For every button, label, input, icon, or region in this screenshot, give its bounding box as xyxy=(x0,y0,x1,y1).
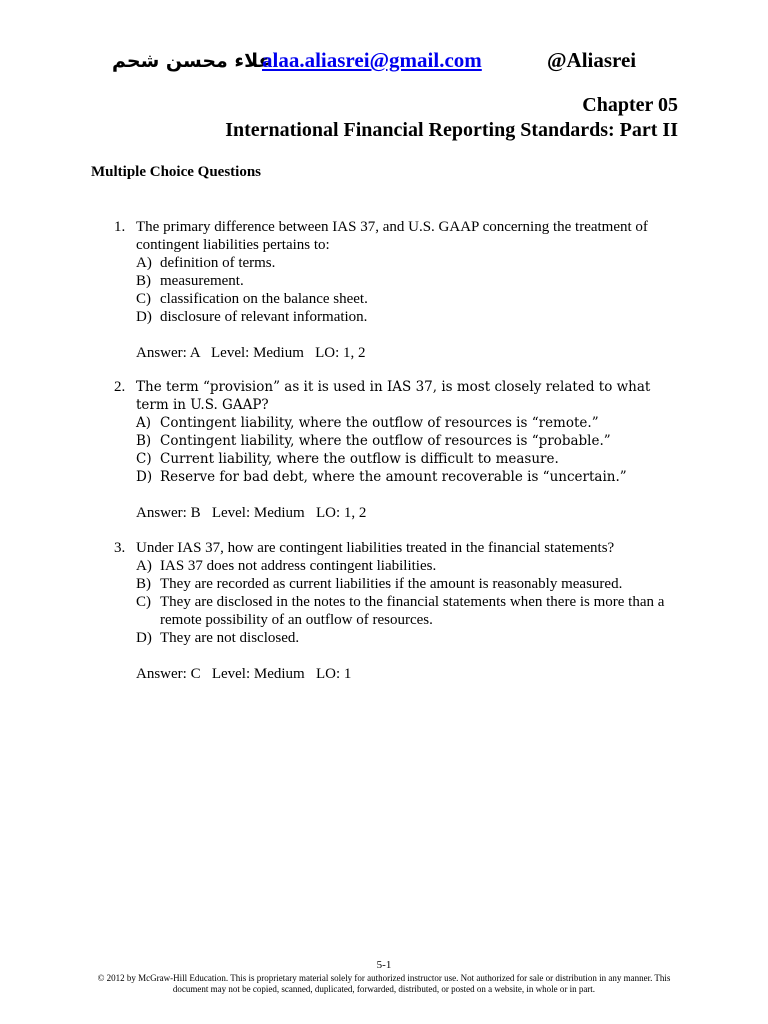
chapter-number: Chapter 05 xyxy=(582,94,678,116)
option-text: IAS 37 does not address contingent liabilities. xyxy=(160,558,437,574)
option-letter: B) xyxy=(136,273,151,289)
option-a xyxy=(136,254,674,272)
option-d xyxy=(136,629,674,647)
page-number: 5-1 xyxy=(376,959,392,971)
question-2 xyxy=(114,378,674,522)
question-number: 1. xyxy=(114,219,126,235)
option-d xyxy=(136,468,674,486)
question-stem: Under IAS 37, how are contingent liabilities treated in the financial statements? xyxy=(136,540,615,556)
option-letter: D) xyxy=(136,309,152,325)
copyright-notice: © 2012 by McGraw-Hill Education. This is proprietary material solely for authorized instructor use. Not authorized for sale or distribution in any manner. This document may not be copied, scanned, duplicated, forwarded, distributed, or posted on a website, in whole or in part. xyxy=(97,973,671,994)
option-letter: C) xyxy=(136,594,151,610)
option-text: They are recorded as current liabilities if the amount is reasonably measured. xyxy=(160,576,623,592)
page-header xyxy=(0,48,768,78)
question-stem: The term “provision” as it is used in IAS 37, is most closely related to what term in U.S. GAAP? xyxy=(136,379,651,413)
option-letter: D) xyxy=(136,469,153,485)
option-letter: A) xyxy=(136,255,152,271)
option-c xyxy=(136,450,674,468)
option-letter: B) xyxy=(136,433,152,449)
option-d xyxy=(136,308,674,326)
option-text: definition of terms. xyxy=(160,255,276,271)
option-letter: D) xyxy=(136,630,152,646)
question-number: 3. xyxy=(114,540,126,556)
option-text: measurement. xyxy=(160,273,244,289)
option-letter: B) xyxy=(136,576,151,592)
option-text: Contingent liability, where the outflow of resources is “probable.” xyxy=(160,433,611,449)
option-letter: A) xyxy=(136,558,152,574)
question-3 xyxy=(114,539,674,683)
option-c xyxy=(136,290,674,308)
chapter-title: International Financial Reporting Standards: Part II xyxy=(225,119,678,141)
section-heading: Multiple Choice Questions xyxy=(91,164,262,180)
option-text: Current liability, where the outflow is difficult to measure. xyxy=(160,451,559,467)
answer-line: Answer: B Level: Medium LO: 1, 2 xyxy=(136,505,367,521)
email-link[interactable]: alaa.aliasrei@gmail.com xyxy=(262,48,482,72)
option-text: They are disclosed in the notes to the financial statements when there is more than a remote possibility of an outflow of resources. xyxy=(160,594,665,628)
option-text: Contingent liability, where the outflow of resources is “remote.” xyxy=(160,415,599,431)
author-name: علاء محسن شحم xyxy=(112,50,272,72)
question-1 xyxy=(114,218,674,362)
answer-line: Answer: C Level: Medium LO: 1 xyxy=(136,666,352,682)
option-b xyxy=(136,432,674,450)
chapter-heading xyxy=(225,93,678,143)
option-text: Reserve for bad debt, where the amount recoverable is “uncertain.” xyxy=(160,469,627,485)
question-number: 2. xyxy=(114,379,126,395)
option-text: disclosure of relevant information. xyxy=(160,309,368,325)
option-b xyxy=(136,272,674,290)
option-letter: C) xyxy=(136,451,152,467)
social-handle: @Aliasrei xyxy=(547,48,637,72)
option-text: They are not disclosed. xyxy=(160,630,300,646)
option-letter: C) xyxy=(136,291,151,307)
option-c xyxy=(136,593,674,629)
answer-line: Answer: A Level: Medium LO: 1, 2 xyxy=(136,345,366,361)
option-a xyxy=(136,414,674,432)
option-letter: A) xyxy=(136,415,152,431)
question-stem: The primary difference between IAS 37, and U.S. GAAP concerning the treatment of contingent liabilities pertains to: xyxy=(136,219,648,253)
option-text: classification on the balance sheet. xyxy=(160,291,368,307)
option-a xyxy=(136,557,674,575)
option-b xyxy=(136,575,674,593)
